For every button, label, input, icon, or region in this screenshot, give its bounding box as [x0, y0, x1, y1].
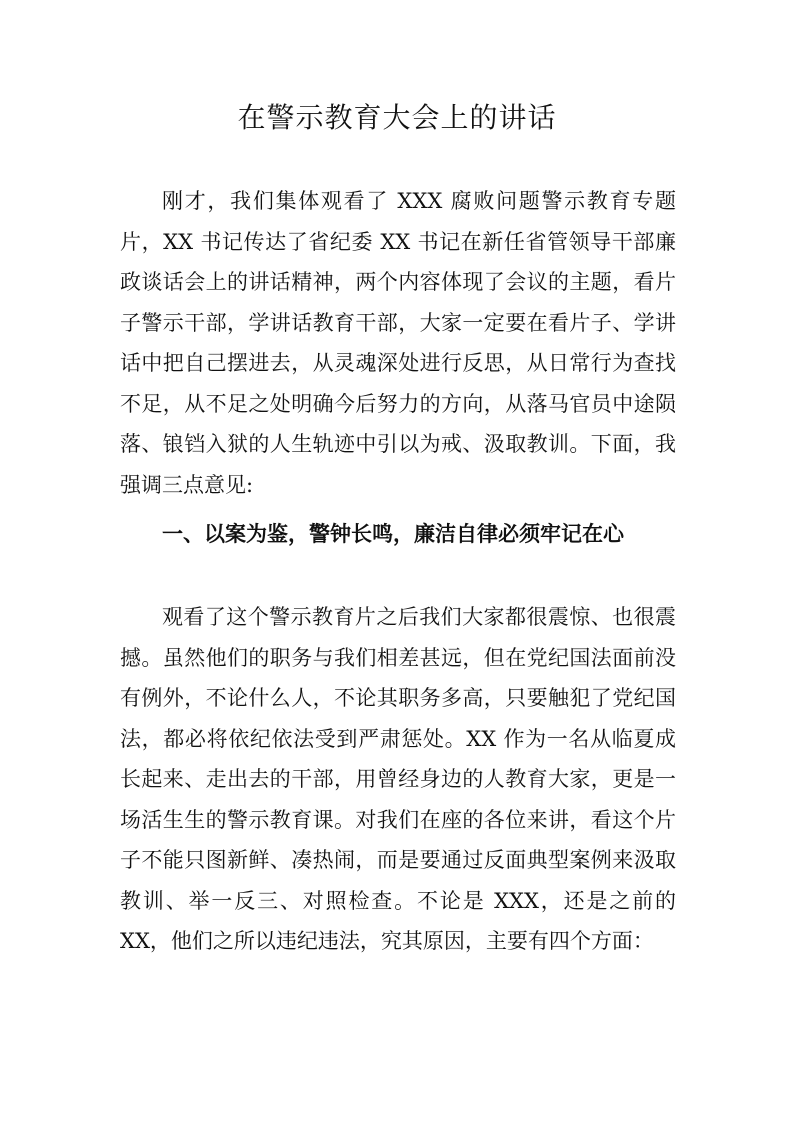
paragraph-section-1: 观看了这个警示教育片之后我们大家都很震惊、也很震撼。虽然他们的职务与我们相差甚远，但在党纪国法面前没有例外，不论什么人，不论其职务多高，只要触犯了党纪国法，都必将依纪依法受到严肃惩处。XX 作为一名从临夏成长起来、走出去的干部，用曾经身边的人教育大家，更是一场活生生的警示教育课。对我们在座的各位来讲，看这个片子不能只图新鲜、凑热闹，而是要通过反面典型案例来汲取教训、举一反三、对照检查。不论是 XXX，还是之前的 XX，他们之所以违纪违法，究其原因，主要有四个方面： [120, 605, 676, 953]
paragraph-intro: 刚才，我们集体观看了 XXX 腐败问题警示教育专题片，XX 书记传达了省纪委 XX 书记在新任省管领导干部廉政谈话会上的讲话精神，两个内容体现了会议的主题，看片子警示干部，学讲话教育干部，大家一定要在看片子、学讲话中把自己摆进去，从灵魂深处进行反思，从日常行为查找不足，从不足之处明确今后努力的方向，从落马官员中途陨落、锒铛入狱的人生轨迹中引以为戒、汲取教训。下面，我强调三点意见: [120, 189, 676, 497]
document-title: 在警示教育大会上的讲话 [237, 101, 557, 134]
section-heading-1: 一、以案为鉴，警钟长鸣，廉洁自律必须牢记在心 [162, 522, 624, 546]
